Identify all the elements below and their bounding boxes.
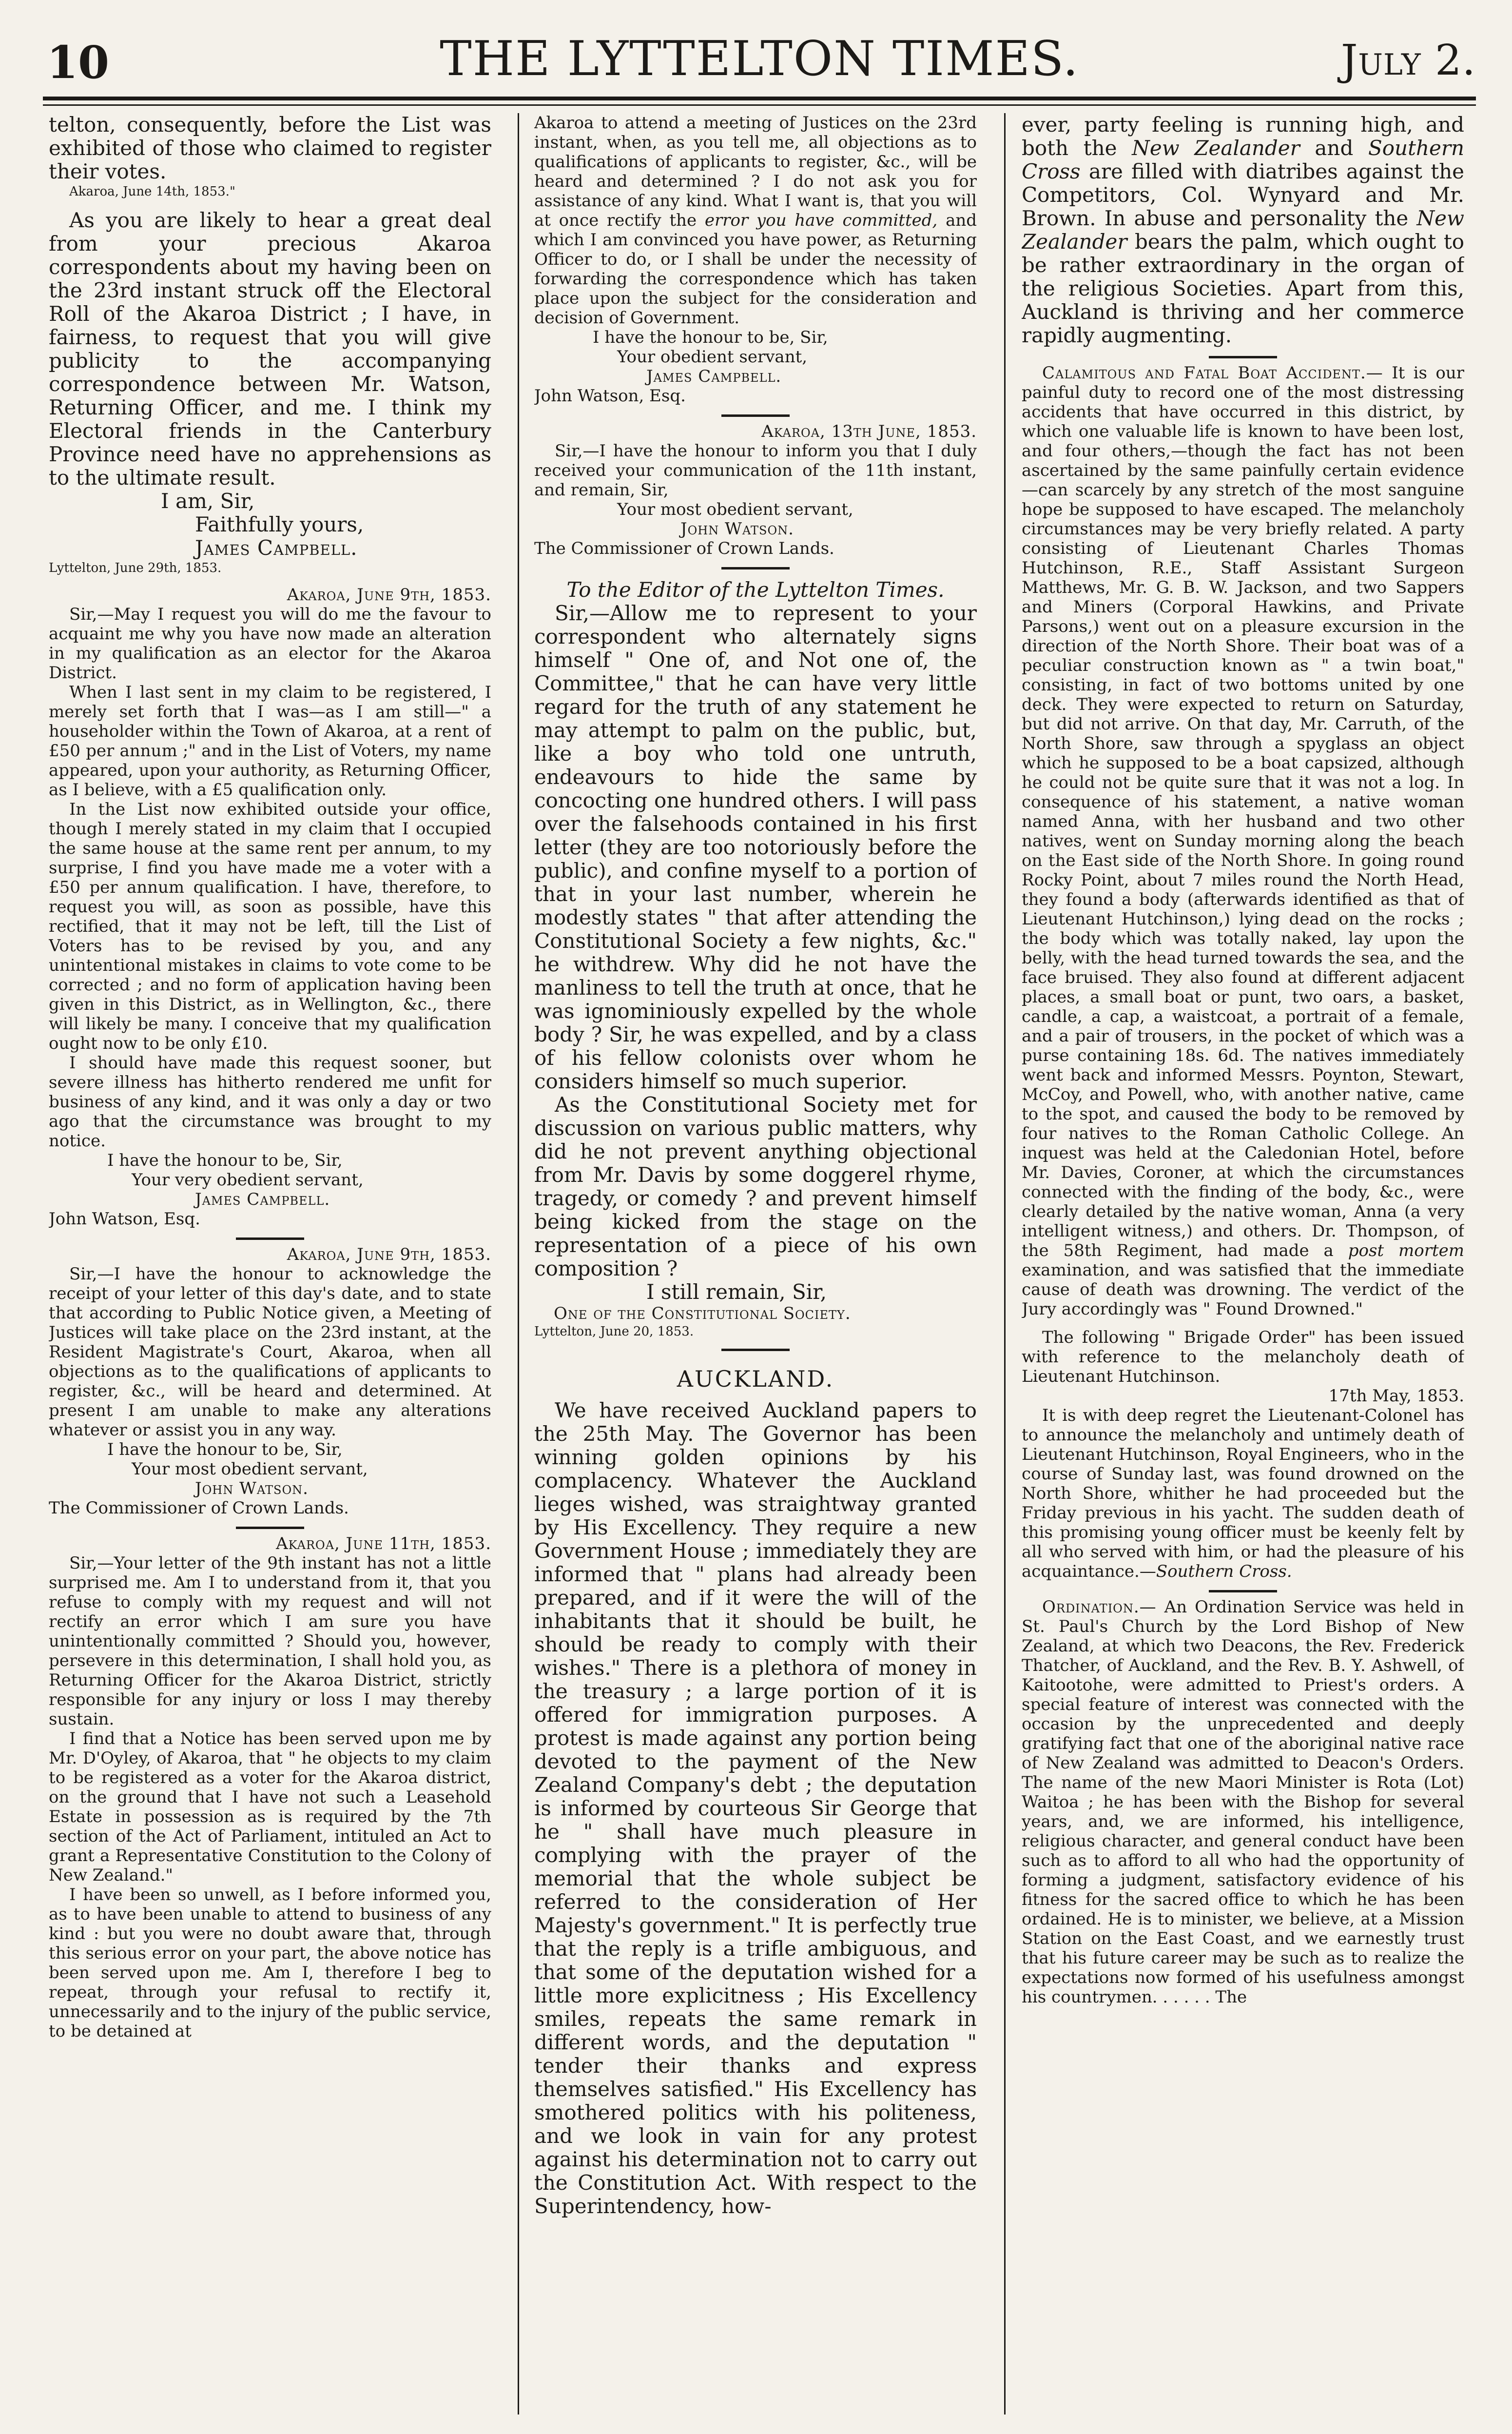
article-paragraph: The following " Brigade Order" has been issued with reference to the melancholy death of Lieutenant Hutchinson. [1022,1328,1464,1386]
letter-paragraph: Sir,—Your letter of the 9th instant has not a little surprised me. Am I to understand from it, that you refuse to comply with my request and will not rectify an error which I am sure you have unintentionally committed ? Should you, however, persevere in this determination, I shall hold you, as Returning Officer for the Akaroa District, strictly responsible for any injury or loss I may thereby sustain. [49,1553,491,1729]
letter-paragraph: I should have made this request sooner, but severe illness has hitherto rendered me unfit for business of any kind, and it was only a day or two ago that the circumstance was brought to my notice. [49,1053,491,1151]
letter-paragraph: Sir,—Allow me to represent to your correspondent who alternately signs himself " One of, and Not one of, the Committee," that he can have very little regard for the truth of any statement he may attempt to palm on the public, but, like a boy who told one untruth, endeavours to hide the same by concocting one hundred others. I will pass over the falsehoods contained in his first letter (they are too notoriously before the public), and confine myself to a portion of that in your last number, wherein he modestly states " that after attending the Constitutional Society a few nights, &c." he withdrew. Why did he not have the manliness to tell the truth at once, that he was ignominiously expelled by the whole body ? Sir, he was expelled, and by a class of his fellow colonists over whom he considers himself so much superior. [534,601,977,1093]
letter-closing: I am, Sir, [161,489,255,513]
text-run: examination, and was satisfied that the immediate cause of death was drowning. The verdict of the Jury accordingly was " Found Drowned." [1022,1260,1464,1319]
page-number: 10 [47,36,110,89]
column-2 [534,113,977,2414]
letter-paragraph: In the List now exhibited outside your office, though I merely stated in my claim that I occupied the same house at the same rent per annum, to my surprise, I find you have made me a voter with a £50 per annum qualification. I have, therefore, to request you will, as soon as possible, have this rectified, that it may not be left, till the List of Voters has to be revised by you, and any unintentional mistakes in claims to vote come to be corrected ; and no form of application having been given in this District, as in Wellington, &c., there will likely be many. I conceive that my qualification ought now to be only £10. [49,800,491,1053]
letter-recipient: John Watson, Esq. [534,386,686,406]
letter-date: Akaroa, 13th June, 1853. [761,422,977,441]
article-paragraph [1022,113,1464,347]
newspaper-title: THE LYTTELTON TIMES. [440,31,1079,87]
column-1 [49,113,491,2414]
signature: One of the Constitutional Society. [554,1304,851,1323]
dateline: Akaroa, June 14th, 1853." [69,184,235,199]
dateline: Lyttelton, June 20, 1853. [534,1324,694,1339]
text-run: are filled with diatribes against the Competitors, Col. Wynyard and Mr. Brown. In abuse and personality the [1022,159,1464,230]
text-run: Akaroa to attend a meeting of Justices on the 23rd instant, when, as you tell me, all objections as to qualifications of applicants to register, &c., will be heard and determined ? I do not ask you for assistance of any kind. What I want is, that you will at once rectify the [534,113,977,230]
continued-paragraph: telton, consequently, before the List was exhibited of those who claimed to register their votes. [49,113,491,183]
letter-paragraph: I have been so unwell, as I before informed you, as to have been unable to attend to business of any kind : but you were no doubt aware that, through this serious error on your part, the above notice has been served upon me. Am I, therefore I beg to repeat, through your refusal to rectify it, unnecessarily and to the injury of the public service, to be detained at [49,1885,491,2041]
letter-recipient: The Commissioner of Crown Lands. [534,539,834,558]
run-in-heading: Ordination.— [1042,1597,1157,1617]
letter-paragraph: Sir,—May I request you will do me the favour to acquaint me why you have now made an alteration in my qualification as an elector for the Akaroa District. [49,605,491,683]
letter-closing: I have the honour to be, Sir, [593,328,828,347]
letter-closing: Faithfully yours, [195,512,364,536]
text-run: It is our painful duty to record one of the most distressing accidents that have occurred in this district, by which one valuable life is known to have been lost, and four others,—though the fact has not been ascertained by the same painfully certain evidence—can scarcely by any stretch of the most sanguine hope be supposed to have escaped. The melancholy circumstances may be very briefly related. A party consisting of Lieutenant Charles Thomas Hutchinson, R.E., Staff Assistant Surgeon Matthews, Mr. G. B. W. Jackson, and two Sappers and Miners (Corporal Hawkins, and Private Parsons,) went out on a pleasure excursion in the direction of the North Shore. Their boat was of a peculiar construction known as " a twin boat," consisting, in fact of two bottoms united by one deck. They were expected to return on Saturday, but did not arrive. On that day, Mr. Carruth, of the North Shore, saw through a spyglass an object which he supposed to be a boat capsized, although he could not be quite sure that it was not a log. In consequence of his statement, a native woman named Anna, with her husband and two other natives, went on Sunday morning along the beach on the East side of the North Shore. In going round Rocky Point, about 7 miles round the North Head, they found a body (afterwards identified as that of Lieutenant Hutchinson,) lying dead on the rocks ; the body which was totally naked, lay upon the belly, with the head turned towards the sea, and the face bruised. They also found at different adjacent places, a small boat or punt, two oars, a basket, candle, a cap, a waistcoat, a portrait of a female, and a pair of trousers, in the pocket of which was a purse containing 18s. 6d. The natives immediately went back and informed Messrs. Poynton, Stewart, McCoy, and Powell, who, with another native, came to the spot, and caused the body to be removed by four natives to the Roman Catholic College. An inquest was held at the Caledonian Hotel, before Mr. Davies, Coroner, at which the circumstances connected with the finding of the body, &c., were clearly detailed by the native woman, Anna (a very intelligent witness,) and others. Dr. Thompson, of the 58th Regiment, had made a [1022,363,1464,1260]
letter-paragraph: Sir,—I have the honour to acknowledge the receipt of your letter of this day's date, and to state that according to Public Notice given, a Meeting of Justices will take place on the 23rd instant, at the Resident Magistrate's Court, Akaroa, when all objections as to the qualifications of applicants to register, &c., will be heard and determined. At present I am unable to make any alterations whatever or assist you in any way. [49,1264,491,1440]
signature: James Campbell. [646,367,782,386]
italic-text: error you have committed, [704,211,938,230]
article-paragraph: We have received Auckland papers to the 25th May. The Governor has been winning golden opinions by his complacency. Whatever the Auckland lieges wished, was straightway granted by His Excellency. They require a new Government House ; immediately they are informed that " plans had already been prepared, and if it were the will of the inhabitants that it should be built, he should be ready to comply with their wishes." There is a plethora of money in the treasury ; a large portion of it is offered for immigration purposes. A protest is made against any portion being devoted to the payment of the New Zealand Company's debt ; the deputation is informed by courteous Sir George that he " shall have much pleasure in complying with the prayer of the memorial that the whole subject be referred to the consideration of Her Majesty's government." It is perfectly true that the reply is a trifle ambiguous, and that some of the deputation wished for a little more explicitness ; His Excellency smiles, repeats the same remark in different words, and the deputation " tender their thanks and express themselves satisfied." His Excellency has smothered politics with his politeness, and we look in vain for any protest against his determination not to carry out the Constitution Act. With respect to the Superintendency, how- [534,1398,977,2218]
text-run: ever, party feeling is running high, and both the [1022,113,1464,160]
italic-text: New Zealander [1022,206,1464,254]
letter-date: Akaroa, June 9th, 1853. [287,585,491,605]
section-heading: To the Editor of the Lyttelton Times. [566,578,945,602]
letter-paragraph: I find that a Notice has been served upon me by Mr. D'Oyley, of Akaroa, that " he objects to my claim to be registered as a voter for the Akaroa district, on the ground that I have not such a Leasehold Estate in possession as is required by the 7th section of the Act of Parliament, intituled an Act to grant a Representative Constitution to the Colony of New Zealand." [49,1729,491,1885]
italic-text: post mortem [1348,1241,1464,1260]
signature: John Watson. [195,1479,309,1498]
letter-date: Akaroa, June 9th, 1853. [287,1245,491,1264]
masthead-rule-thin [43,104,1476,106]
letter-paragraph: As the Constitutional Society met for discussion on various public matters, why did he not prevent anything objectional from Mr. Davis by some doggerel rhyme, tragedy, or comedy ? and prevent himself being kicked from the stage on the representation of a piece of his own composition ? [534,1093,977,1280]
italic-text: Southern Cross [1022,136,1464,183]
dateline: Lyttelton, June 29th, 1853. [49,561,222,575]
masthead [43,25,1476,98]
masthead-rule-thick [43,97,1476,100]
signature: James Campbell. [195,1190,330,1209]
section-rule [236,1527,304,1529]
letter-closing: I still remain, Sir, [646,1280,827,1304]
text-run: It is with deep regret the Lieutenant-Colonel has to announce the melancholy and untimely death of Lieutenant Hutchinson, Royal Engineers, who in the course of Sunday last, was found drowned on the North Shore, whither he had proceeded but the Friday previous in his yacht. The sudden death of this promising young officer must be keenly felt by all who served with him, or had the pleasure of his acquaintance.— [1022,1406,1464,1581]
letter-recipient: The Commissioner of Crown Lands. [49,1498,349,1518]
text-run: bears the palm, which ought to be rather extraordinary in the organ of the religious Societies. Apart from this, Auckland is thriving and her commerce rapidly augmenting. [1022,230,1464,347]
italic-text: Southern Cross. [1156,1562,1292,1581]
section-rule [721,1349,790,1351]
text-run: and which I am convinced you have power, as Returning Officer to do, or I shall be under the necessity of forwarding the correspondence which has taken place upon the subject for the consideration and decision of Government. [534,211,977,328]
letter-recipient: John Watson, Esq. [49,1209,200,1229]
intro-paragraph: As you are likely to hear a great deal from your precious Akaroa correspondents about my having been on the 23rd instant struck off the Electoral Roll of the Akaroa District ; I have, in fairness, to request that you will give publicity to the accompanying correspondence between Mr. Watson, Returning Officer, and me. I think my Electoral friends in the Canterbury Province need have no apprehensions as to the ultimate result. [49,208,491,490]
signature: John Watson. [680,519,794,539]
letter-closing: Your very obedient servant, [132,1170,364,1190]
section-rule [721,414,790,417]
letter-date: Akaroa, June 11th, 1853. [276,1534,491,1553]
column-rule-1 [518,113,519,2414]
letter-closing: Your most obedient servant, [132,1459,368,1479]
article-paragraph [1022,1597,1464,2007]
letter-paragraph: Sir,—I have the honour to inform you that I duly received your communication of the 11th instant, and remain, Sir, [534,441,977,500]
letter-closing: Your most obedient servant, [617,500,853,519]
column-rule-2 [1004,113,1006,2414]
section-rule [721,567,790,569]
text-run: An Ordination Service was held in St. Paul's Church by the Lord Bishop of New Zealand, at which two Deacons, the Rev. Frederick Thatcher, of Auckland, and the Rev. B. Y. Ashwell, of Kaitootohe, were admitted to Priest's orders. A special feature of interest was connected with the occasion by the unprecedented and deeply gratifying fact that one of the aboriginal native race of New Zealand was admitted to Deacon's Orders. The name of the new Maori Minister is Rota (Lot) Waitoa ; he has been with the Bishop for several years, and, we are informed, his intelligence, religious character, and general conduct have been such as to afford to all who had the opportunity of forming a judgment, satisfactory evidence of his fitness for the sacred office to which he has been ordained. He is to minister, we believe, at a Mission Station on the East Coast, and we earnestly trust that his future career may be such as to realize the expectations now formed of his usefulness amongst his countrymen. . . . . . The [1022,1597,1464,2007]
section-rule [1209,356,1277,358]
section-heading-auckland: AUCKLAND. [677,1366,834,1392]
letter-paragraph: When I last sent in my claim to be registered, I merely set forth that I was—as I am still—" a householder within the Town of Akaroa, at a rent of £50 per annum ;" and in the List of Voters, my name appeared, upon your authority, as Returning Officer, as I believe, with a £5 qualification only. [49,683,491,800]
italic-text: New Zealander [1132,136,1300,160]
section-rule [236,1237,304,1240]
issue-date: July 2. [1340,36,1476,85]
article-paragraph [1022,1406,1464,1581]
article-paragraph [1022,363,1464,1319]
signature: James Campbell. [195,536,358,560]
letter-closing: I have the honour to be, Sir, [107,1151,343,1170]
text-run: and [1315,136,1354,160]
column-3 [1022,113,1464,2414]
section-rule [1209,1590,1277,1592]
letter-closing: I have the honour to be, Sir, [107,1440,343,1459]
letter-closing: Your obedient servant, [617,347,808,367]
order-date: 17th May, 1853. [1328,1386,1464,1406]
run-in-heading: Calamitous and Fatal Boat Accident.— [1042,363,1383,383]
letter-paragraph [534,113,977,328]
